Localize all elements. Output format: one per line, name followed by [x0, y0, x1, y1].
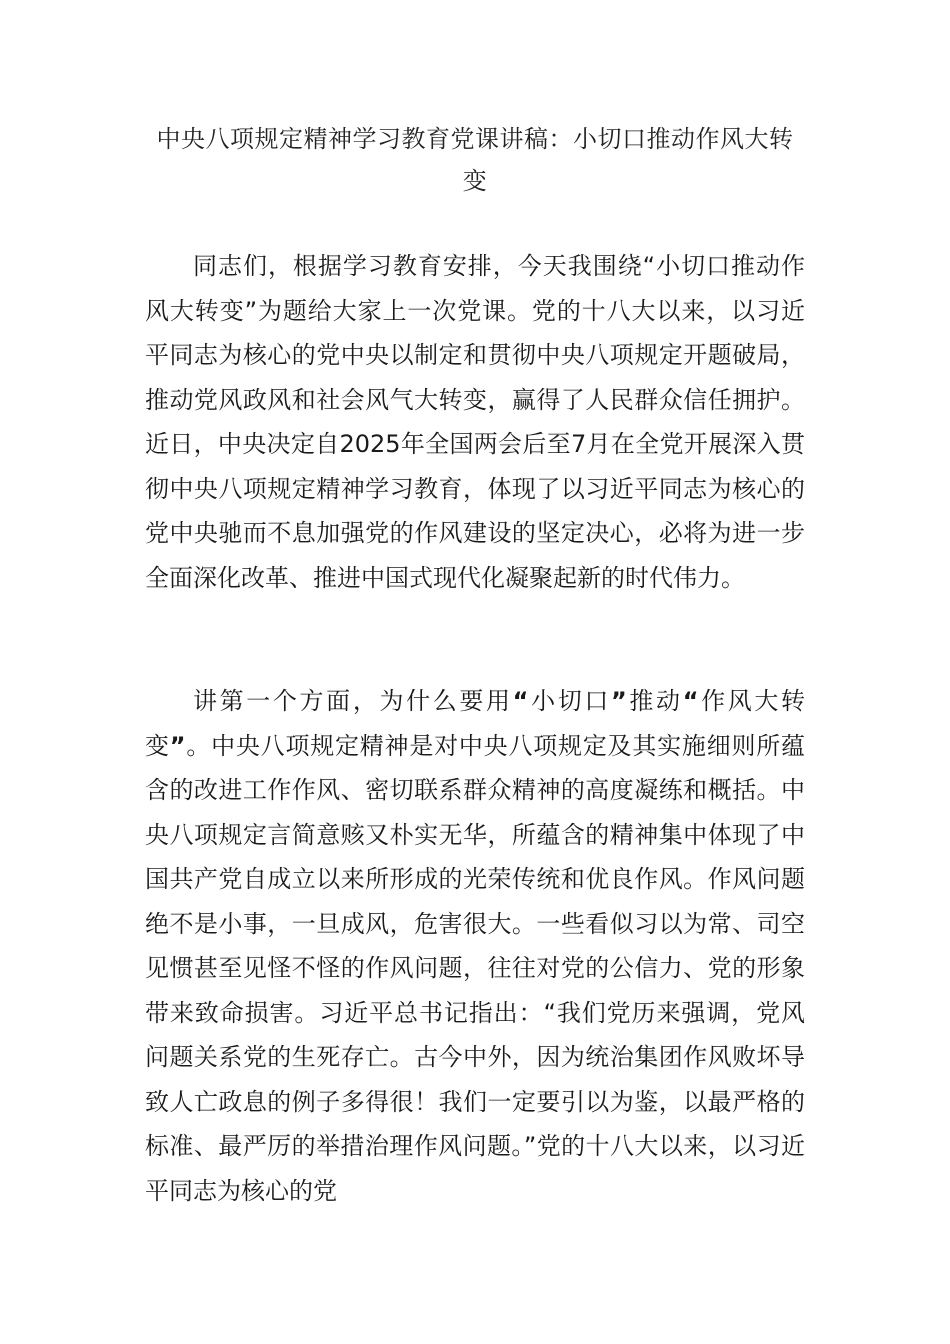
paragraph-2-mid: 推动	[626, 687, 683, 715]
open-quote: “	[682, 687, 699, 715]
paragraph-2-body: 。中央八项规定精神是对中央八项规定及其实施细则所蕴含的改进工作作风、密切联系群众精神的高度凝练和概括。中央八项规定言简意赅又朴实无华，所蕴含的精神集中体现了中国共产党自成立以来所形成的光荣传统和优良作风。作风问题绝不是小事，一旦成风，危害很大。一些看似习以为常、司空见惯甚至见怪不怪的作风问题，往往对党的公信力、党的形象带来致命损害。习近平总书记指出：“我们党历来强调，党风问题关系党的生死存亡。古今中外，因为统治集团作风败坏导致人亡政息的例子多得很！我们一定要引以为鉴，以最严格的标准、最严厉的举措治理作风问题。”党的十八大以来，以习近平同志为核心的党	[145, 731, 806, 1205]
close-quote: ”	[169, 731, 186, 760]
open-quote: “	[512, 687, 529, 715]
paragraph-2	[145, 679, 805, 1213]
term-small-entry: 小切口	[528, 687, 611, 715]
paragraph-2-lead: 讲第一个方面，为什么要用	[193, 687, 513, 715]
paragraph-1: 同志们，根据学习教育安排，今天我围绕“小切口推动作风大转变”为题给大家上一次党课。党的十八大以来，以习近平同志为核心的党中央以制定和贯彻中央八项规定开题破局，推动党风政风和社会风气大转变，赢得了人民群众信任拥护。近日，中央决定自2025年全国两会后至7月在全党开展深入贯彻中央八项规定精神学习教育，体现了以习近平同志为核心的党中央驰而不息加强党的作风建设的坚定决心，必将为进一步全面深化改革、推进中国式现代化凝聚起新的时代伟力。	[145, 252, 805, 592]
term-style-change: 作风大转变	[145, 687, 806, 760]
close-quote: ”	[611, 687, 627, 715]
document-title: 中央八项规定精神学习教育党课讲稿：小切口推动作风大转变	[156, 125, 794, 195]
